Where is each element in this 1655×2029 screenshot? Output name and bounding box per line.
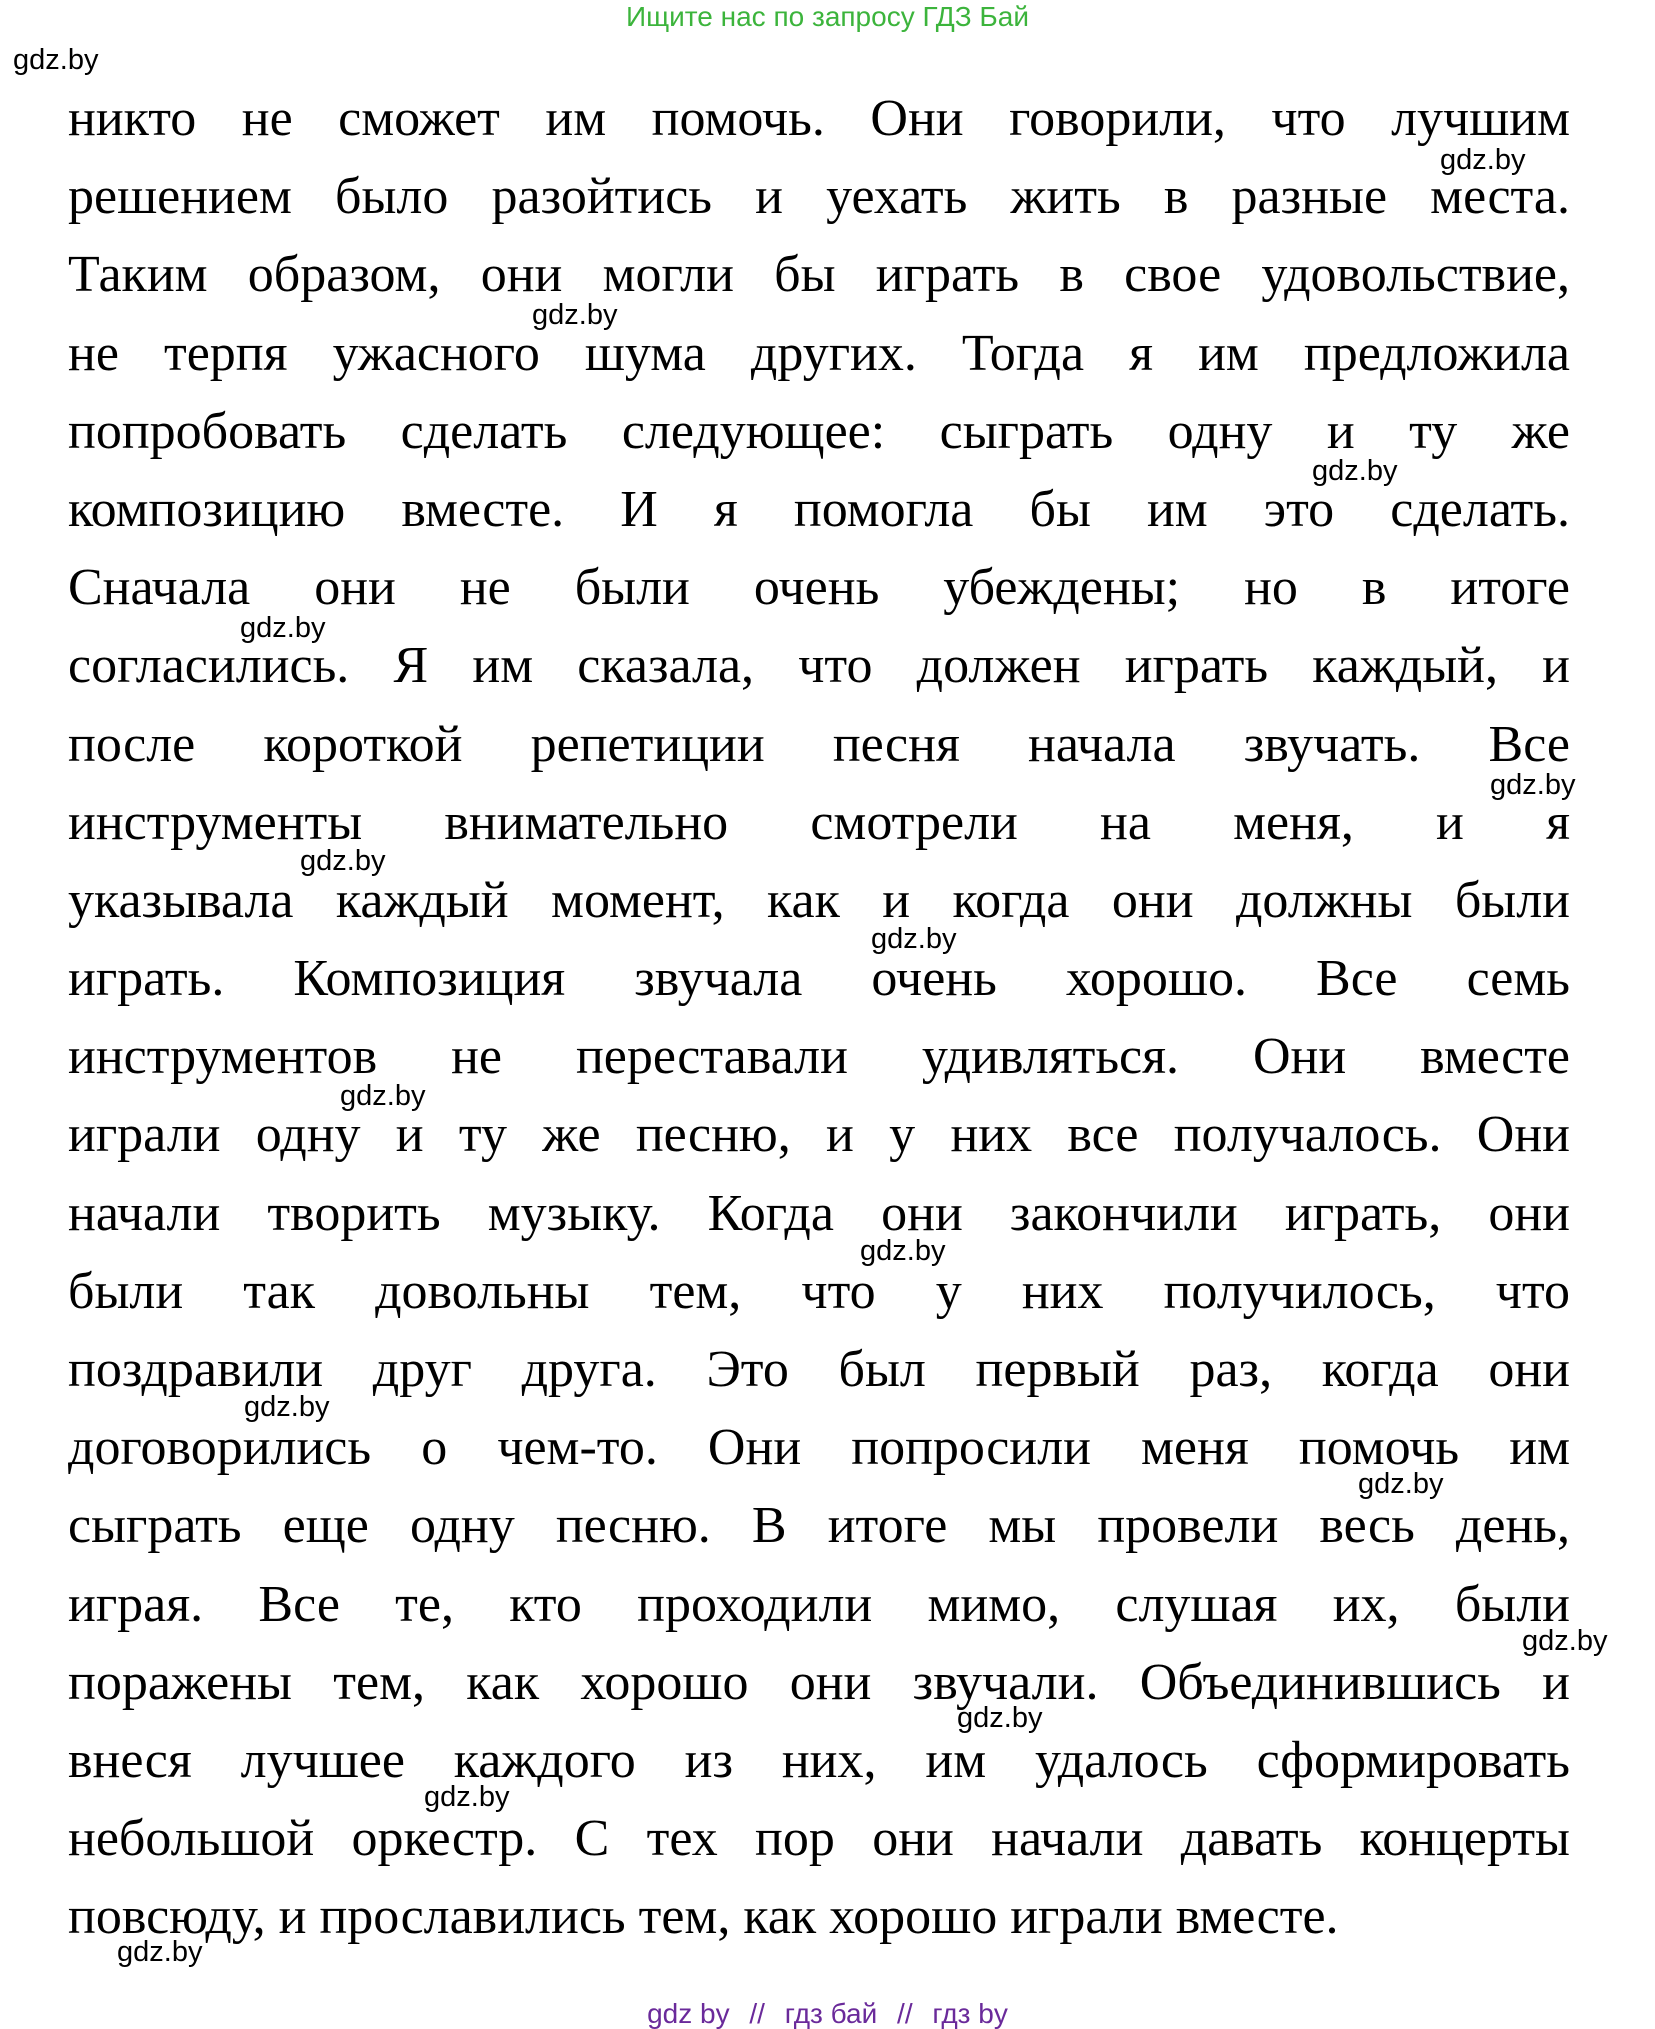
- text-line: инструменты внимательно смотрели на меня, и я: [68, 793, 1570, 851]
- text-line: начали творить музыку. Когда они закончили играть, они: [68, 1184, 1570, 1242]
- footer-link-gdz-bai[interactable]: гдз бай: [784, 1998, 878, 2029]
- text-line: повсюду, и прославились тем, как хорошо играли вместе.: [68, 1888, 1339, 1946]
- text-line: композицию вместе. И я помогла бы им это сделать.: [68, 480, 1570, 538]
- footer-separator: //: [749, 1998, 765, 2029]
- watermark: gdz.by: [117, 1936, 203, 1968]
- search-banner: Ищите нас по запросу ГДЗ Бай: [625, 1, 1030, 32]
- text-line: были так довольны тем, что у них получилось, что: [68, 1262, 1570, 1320]
- watermark: gdz.by: [424, 1781, 510, 1813]
- watermark: gdz.by: [244, 1391, 330, 1423]
- text-line: Таким образом, они могли бы играть в свое удовольствие,: [68, 246, 1570, 304]
- footer-link-gdz-by[interactable]: gdz by: [647, 1998, 730, 2029]
- footer-separator: //: [897, 1998, 913, 2029]
- text-line: играть. Композиция звучала очень хорошо. Все семь: [68, 950, 1570, 1008]
- watermark: gdz.by: [340, 1080, 426, 1112]
- text-line: никто не сможет им помочь. Они говорили, что лучшим: [68, 90, 1570, 147]
- watermark: gdz.by: [1358, 1468, 1444, 1500]
- watermark: gdz.by: [1490, 769, 1576, 801]
- watermark: gdz.by: [957, 1702, 1043, 1734]
- watermark: gdz.by: [1440, 144, 1526, 176]
- watermark: gdz.by: [13, 44, 99, 76]
- watermark: gdz.by: [1522, 1625, 1608, 1657]
- text-line: после короткой репетиции песня начала звучать. Все: [68, 715, 1570, 773]
- text-line: внеся лучшее каждого из них, им удалось сформировать: [68, 1731, 1570, 1789]
- watermark: gdz.by: [300, 845, 386, 877]
- text-line: поздравили друг друга. Это был первый раз, когда они: [68, 1341, 1570, 1398]
- watermark: gdz.by: [240, 612, 326, 644]
- footer-links: [0, 1999, 1655, 2029]
- text-line: согласились. Я им сказала, что должен играть каждый, и: [68, 637, 1570, 695]
- text-line: поражены тем, как хорошо они звучали. Объединившись и: [68, 1653, 1570, 1711]
- text-line: попробовать сделать следующее: сыграть одну и ту же: [68, 402, 1570, 460]
- text-line: играли одну и ту же песню, и у них все получалось. Они: [68, 1106, 1570, 1164]
- text-line: договорились о чем-то. Они попросили меня помочь им: [68, 1419, 1570, 1477]
- text-line: не терпя ужасного шума других. Тогда я им предложила: [68, 324, 1570, 382]
- watermark: gdz.by: [532, 299, 618, 331]
- text-line: сыграть еще одну песню. В итоге мы провели весь день,: [68, 1497, 1570, 1555]
- text-line: играя. Все те, кто проходили мимо, слушая их, были: [68, 1575, 1570, 1633]
- document-body: [68, 80, 1570, 1957]
- footer-link-gdz-by-cyr[interactable]: гдз by: [932, 1998, 1008, 2029]
- text-line: указывала каждый момент, как и когда они должны были: [68, 871, 1570, 929]
- watermark: gdz.by: [1312, 455, 1398, 487]
- text-line: Сначала они не были очень убеждены; но в итоге: [68, 559, 1570, 617]
- text-line: решением было разойтись и уехать жить в разные места.: [68, 168, 1570, 226]
- text-line: инструментов не переставали удивляться. Они вместе: [68, 1028, 1570, 1086]
- watermark: gdz.by: [860, 1235, 946, 1267]
- text-line: небольшой оркестр. С тех пор они начали давать концерты: [68, 1810, 1570, 1868]
- watermark: gdz.by: [871, 923, 957, 955]
